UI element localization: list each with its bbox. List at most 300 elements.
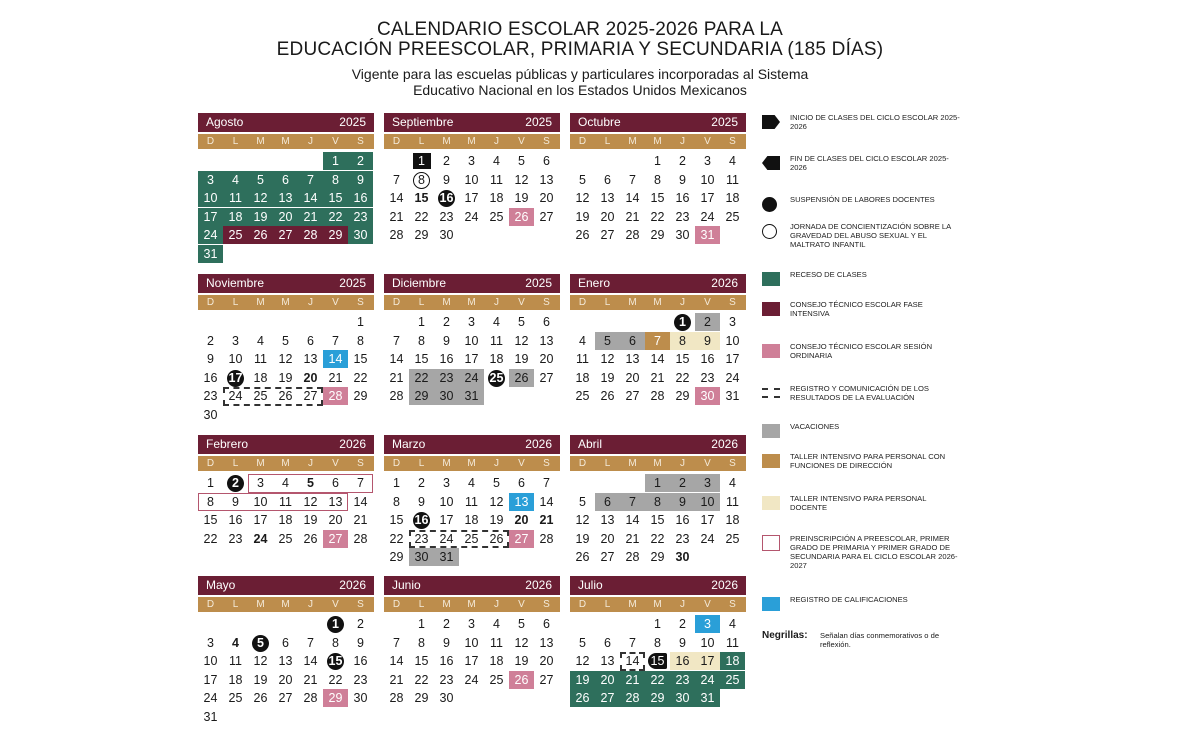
month-name: Mayo: [206, 578, 236, 592]
day-cell: 13: [328, 494, 343, 509]
day-cell: 19: [514, 191, 529, 206]
day-cell: 11: [726, 172, 739, 187]
weekday-label: M: [256, 136, 265, 147]
day-cell: 1: [654, 154, 661, 168]
day-cell: 21: [650, 370, 665, 385]
weekday-label: S: [543, 297, 550, 308]
day-cell: 28: [389, 691, 404, 706]
month-enero: [570, 274, 746, 433]
day-cell: 28: [323, 387, 348, 405]
day-cell: 1: [357, 315, 364, 329]
month-name: Agosto: [206, 115, 244, 129]
day-cell: 21: [328, 370, 343, 385]
weekday-label: S: [729, 136, 736, 147]
day-cell: 22: [650, 531, 665, 546]
legend-text: FIN DE CLASES DEL CICLO ESCOLAR 2025-2026: [790, 154, 949, 172]
weekday-label: L: [604, 599, 611, 610]
day-cell: 8: [654, 172, 661, 187]
day-cell: 26: [253, 691, 268, 706]
day-cell: 13: [600, 191, 615, 206]
month-year: 2026: [711, 276, 738, 290]
day-cell: 5: [248, 634, 273, 652]
day-cell: 8: [332, 635, 339, 650]
day-cell: 8: [357, 333, 364, 348]
month-marzo: [384, 435, 560, 594]
day-cell: 21: [303, 672, 318, 687]
calendar-header: [250, 20, 910, 98]
month-diciembre: [384, 274, 560, 433]
day-cell: 3: [207, 635, 214, 650]
weekday-label: S: [729, 599, 736, 610]
day-cell: 23: [439, 672, 454, 687]
fin-arrow-icon: [762, 156, 780, 170]
day-cell: 17: [198, 208, 223, 226]
weekday-label: M: [442, 136, 451, 147]
weekday-label: D: [206, 136, 215, 147]
weekday-label: M: [281, 458, 290, 469]
day-cell: 29: [323, 226, 348, 244]
weekday-label: M: [628, 136, 637, 147]
weekday-header: [198, 597, 374, 612]
day-cell: 8: [323, 171, 348, 189]
legend-text: CONSEJO TÉCNICO ESCOLAR FASE INTENSIVA: [790, 300, 923, 318]
day-cell: 28: [353, 531, 368, 546]
day-cell: 16: [228, 513, 243, 528]
day-cell: 18: [489, 191, 504, 206]
weekday-label: L: [418, 599, 425, 610]
day-cell: 7: [543, 476, 550, 490]
day-cell: 26: [303, 531, 318, 546]
weekday-label: J: [680, 458, 685, 469]
day-cell: 13: [303, 352, 318, 367]
weekday-label: M: [281, 599, 290, 610]
day-cell: 28: [389, 228, 404, 243]
legend-item: [762, 452, 962, 486]
month-septiembre: [384, 113, 560, 272]
weekday-label: M: [467, 599, 476, 610]
day-cell: 2: [357, 617, 364, 631]
day-cell: 18: [725, 191, 740, 206]
day-cell: 14: [389, 654, 404, 669]
day-cell: 1: [670, 313, 695, 331]
cte-ordinaria-swatch: [762, 344, 780, 358]
day-cell: 6: [543, 315, 550, 329]
legend-text: CONSEJO TÉCNICO ESCOLAR SESIÓN ORDINARIA: [790, 342, 933, 360]
day-cell: 14: [625, 513, 640, 528]
day-cell: 4: [223, 171, 248, 189]
month-year: 2025: [711, 115, 738, 129]
day-cell: 1: [393, 476, 400, 490]
day-cell: 14: [625, 654, 640, 669]
day-cell: 27: [625, 389, 640, 404]
legend-item: [762, 342, 962, 376]
day-cell: 24: [228, 389, 243, 404]
weekday-label: M: [628, 458, 637, 469]
day-cell: 10: [439, 494, 454, 509]
day-cell: 25: [278, 531, 293, 546]
legend-text: VACACIONES: [790, 422, 840, 431]
day-cell: 15: [203, 513, 218, 528]
day-cell: 29: [650, 228, 665, 243]
month-header: [198, 113, 374, 132]
day-cell: 27: [303, 389, 318, 404]
month-header: [198, 274, 374, 293]
weekday-label: D: [392, 136, 401, 147]
weekday-header: [198, 134, 374, 149]
day-cell: 22: [409, 369, 434, 387]
day-cell: 25: [464, 531, 479, 546]
month-year: 2026: [525, 578, 552, 592]
day-cell: 20: [278, 672, 293, 687]
month-year: 2025: [525, 276, 552, 290]
month-name: Enero: [578, 276, 611, 290]
month-octubre: [570, 113, 746, 272]
day-cell: 10: [228, 352, 243, 367]
day-cell: 3: [729, 315, 736, 329]
day-cell: 19: [278, 370, 293, 385]
month-febrero: [198, 435, 374, 594]
day-cell: 18: [223, 208, 248, 226]
title-line-2: EDUCACIÓN PREESCOLAR, PRIMARIA Y SECUNDARIA (185 DÍAS): [276, 39, 884, 60]
weekday-label: D: [578, 599, 587, 610]
day-cell: 18: [253, 370, 268, 385]
day-cell: 23: [675, 531, 690, 546]
day-cell: 1: [418, 617, 425, 631]
day-cell: 9: [679, 635, 686, 650]
day-cell: 10: [198, 189, 223, 207]
day-cell: 3: [198, 171, 223, 189]
month-header: [570, 274, 746, 293]
day-cell: 19: [248, 208, 273, 226]
weekday-label: M: [442, 458, 451, 469]
weekday-label: V: [332, 297, 339, 308]
day-cell: 29: [353, 389, 368, 404]
weekday-label: S: [357, 458, 364, 469]
day-cell: 13: [600, 654, 615, 669]
month-header: [384, 435, 560, 454]
weekday-header: [198, 295, 374, 310]
day-cell: 26: [575, 228, 590, 243]
day-cell: 2: [207, 333, 214, 348]
day-cell: 24: [439, 531, 454, 546]
weekday-label: S: [357, 136, 364, 147]
day-cell: 9: [207, 352, 214, 367]
day-cell: 8: [654, 635, 661, 650]
day-cell: 21: [298, 208, 323, 226]
day-cell: 18: [278, 513, 293, 528]
day-cell: 21: [539, 513, 554, 528]
day-cell: 30: [675, 550, 690, 565]
weekday-label: L: [232, 136, 239, 147]
month-name: Julio: [578, 578, 603, 592]
weekday-label: S: [543, 136, 550, 147]
day-cell: 1: [207, 476, 214, 490]
day-cell: 2: [670, 474, 695, 492]
weekday-label: J: [680, 599, 685, 610]
day-cell: 16: [414, 513, 429, 528]
weekday-label: L: [418, 458, 425, 469]
day-cell: 21: [625, 209, 640, 224]
day-cell: 11: [279, 494, 292, 509]
day-cell: 14: [539, 494, 554, 509]
day-cell: 27: [600, 228, 615, 243]
month-year: 2025: [525, 115, 552, 129]
day-cell: 16: [700, 352, 715, 367]
day-cell: 27: [323, 530, 348, 548]
weekday-label: M: [653, 599, 662, 610]
day-cell: 23: [700, 370, 715, 385]
day-cell: 27: [273, 226, 298, 244]
day-cell: 5: [248, 171, 273, 189]
weekday-label: J: [308, 458, 313, 469]
month-noviembre: [198, 274, 374, 433]
day-cell: 11: [223, 189, 248, 207]
day-cell: 14: [389, 352, 404, 367]
weekday-label: M: [281, 136, 290, 147]
day-cell: 24: [464, 209, 479, 224]
subtitle-line-2: Educativo Nacional en los Estados Unidos Mexicanos: [413, 82, 747, 98]
day-cell: 8: [645, 493, 670, 511]
legend-item: [762, 270, 962, 304]
day-cell: 18: [228, 672, 243, 687]
day-cell: 14: [353, 494, 368, 509]
day-cell: 16: [670, 652, 695, 670]
negrillas-text: Señalan días conmemorativos o de reflexión.: [820, 631, 940, 649]
day-cell: 22: [353, 370, 368, 385]
weekday-label: S: [357, 599, 364, 610]
day-cell: 28: [650, 389, 665, 404]
legend-item: [762, 494, 962, 528]
day-cell: 20: [595, 671, 620, 689]
day-cell: 15: [414, 352, 429, 367]
vacaciones-swatch: [762, 424, 780, 438]
day-cell: 12: [514, 172, 529, 187]
day-cell: 31: [198, 245, 223, 263]
day-cell: 26: [575, 550, 590, 565]
weekday-label: S: [543, 599, 550, 610]
day-cell: 21: [625, 531, 640, 546]
day-cell: 6: [282, 635, 289, 650]
day-cell: 27: [595, 689, 620, 707]
day-cell: 18: [489, 352, 504, 367]
weekday-label: M: [442, 297, 451, 308]
day-cell: 20: [514, 513, 529, 528]
day-cell: 22: [645, 671, 670, 689]
weekday-label: V: [332, 458, 339, 469]
weekday-label: L: [232, 297, 239, 308]
day-cell: 20: [539, 654, 554, 669]
weekday-label: V: [704, 136, 711, 147]
day-cell: 24: [203, 691, 218, 706]
day-cell: 17: [700, 513, 715, 528]
day-cell: 22: [650, 209, 665, 224]
day-cell: 14: [650, 352, 665, 367]
day-cell: 5: [282, 333, 289, 348]
day-cell: 9: [679, 172, 686, 187]
day-cell: 11: [490, 333, 503, 348]
day-cell: 10: [464, 635, 479, 650]
day-cell: 31: [203, 710, 218, 724]
weekday-label: M: [442, 599, 451, 610]
day-cell: 17: [203, 672, 218, 687]
day-cell: 10: [725, 333, 740, 348]
day-cell: 13: [539, 333, 554, 348]
day-cell: 19: [303, 513, 318, 528]
day-cell: 31: [459, 387, 484, 405]
day-cell: 9: [418, 494, 425, 509]
day-cell: 26: [489, 531, 504, 546]
legend-text: PREINSCRIPCIÓN A PREESCOLAR, PRIMER GRADO DE PRIMARIA Y PRIMER GRADO DE SECUNDARIA PARA EL CICLO ESCOLAR 2026-2027: [790, 534, 958, 570]
weekday-label: M: [467, 297, 476, 308]
day-cell: 12: [575, 191, 590, 206]
day-cell: 3: [468, 617, 475, 631]
day-cell: 6: [307, 333, 314, 348]
dashed-box-icon: [762, 388, 780, 398]
day-cell: 21: [620, 671, 645, 689]
day-cell: 26: [600, 389, 615, 404]
weekday-header: [384, 456, 560, 471]
weekday-label: V: [704, 458, 711, 469]
day-cell: 12: [248, 189, 273, 207]
day-cell: 17: [695, 652, 720, 670]
day-cell: 12: [514, 635, 529, 650]
day-cell: 10: [253, 494, 268, 509]
weekday-label: J: [308, 599, 313, 610]
day-cell: 31: [434, 548, 459, 566]
day-cell: 26: [570, 689, 595, 707]
day-cell: 1: [654, 617, 661, 631]
weekday-label: J: [494, 599, 499, 610]
day-cell: 22: [389, 531, 404, 546]
day-cell: 2: [679, 154, 686, 168]
weekday-label: L: [418, 297, 425, 308]
weekday-label: M: [256, 458, 265, 469]
day-cell: 1: [323, 152, 348, 170]
day-cell: 21: [353, 513, 368, 528]
day-cell: 23: [348, 208, 373, 226]
day-cell: 5: [493, 476, 500, 490]
month-header: [198, 576, 374, 595]
weekday-label: D: [206, 599, 215, 610]
day-cell: 27: [539, 672, 554, 687]
day-cell: 3: [257, 476, 264, 490]
day-cell: 10: [695, 493, 720, 511]
day-cell: 15: [650, 191, 665, 206]
day-cell: 2: [443, 315, 450, 329]
month-header: [384, 576, 560, 595]
month-name: Junio: [392, 578, 421, 592]
weekday-label: S: [729, 297, 736, 308]
month-name: Septiembre: [392, 115, 454, 129]
day-cell: 4: [493, 617, 500, 631]
day-cell: 4: [729, 617, 736, 631]
day-cell: 25: [489, 672, 504, 687]
day-cell: 13: [600, 513, 615, 528]
day-cell: 14: [389, 191, 404, 206]
weekday-header: [384, 295, 560, 310]
weekday-label: M: [256, 599, 265, 610]
day-cell: 23: [434, 369, 459, 387]
day-cell: 13: [539, 635, 554, 650]
month-name: Marzo: [392, 437, 426, 451]
day-cell: 19: [575, 209, 590, 224]
day-cell: 30: [670, 689, 695, 707]
day-cell: 2: [679, 617, 686, 631]
legend-item: [762, 534, 962, 568]
weekday-label: V: [518, 136, 525, 147]
day-cell: 4: [282, 476, 289, 490]
day-cell: 25: [228, 691, 243, 706]
legend-item: [762, 300, 962, 334]
day-cell: 24: [464, 672, 479, 687]
day-cell: 13: [625, 352, 640, 367]
day-cell: 27: [539, 209, 554, 224]
day-cell: 31: [695, 689, 720, 707]
day-cell: 3: [468, 315, 475, 329]
weekday-label: M: [281, 297, 290, 308]
day-cell: 9: [670, 493, 695, 511]
day-cell: 29: [414, 691, 429, 706]
day-cell: 11: [465, 494, 478, 509]
day-cell: 7: [357, 476, 364, 490]
day-cell: 1: [418, 315, 425, 329]
day-cell: 23: [414, 531, 429, 546]
day-cell: 8: [418, 333, 425, 348]
day-cell: 20: [539, 191, 554, 206]
day-cell: 16: [348, 189, 373, 207]
weekday-header: [570, 597, 746, 612]
day-cell: 28: [389, 389, 404, 404]
weekday-label: J: [680, 136, 685, 147]
day-cell: 15: [414, 191, 429, 206]
day-cell: 23: [670, 671, 695, 689]
month-year: 2026: [339, 578, 366, 592]
day-cell: 7: [620, 493, 645, 511]
day-cell: 18: [720, 652, 745, 670]
weekday-header: [198, 456, 374, 471]
subtitle-line-1: Vigente para las escuelas públicas y particulares incorporadas al Sistema: [351, 66, 809, 82]
day-cell: 10: [203, 654, 218, 669]
day-cell: 24: [198, 226, 223, 244]
day-cell: 5: [595, 332, 620, 350]
month-abril: [570, 435, 746, 594]
day-cell: 4: [729, 154, 736, 168]
day-cell: 10: [464, 333, 479, 348]
day-cell: 6: [518, 476, 525, 490]
day-cell: 15: [650, 513, 665, 528]
day-cell: 27: [539, 370, 554, 385]
day-cell: 14: [625, 191, 640, 206]
day-cell: 20: [273, 208, 298, 226]
day-cell: 16: [675, 513, 690, 528]
day-cell: 8: [670, 332, 695, 350]
weekday-label: D: [578, 458, 587, 469]
day-cell: 19: [253, 672, 268, 687]
day-cell: 13: [273, 189, 298, 207]
month-mayo: [198, 576, 374, 735]
legend-item: [762, 422, 962, 456]
day-cell: 16: [675, 191, 690, 206]
day-cell: 19: [570, 671, 595, 689]
day-cell: 19: [489, 513, 504, 528]
negrillas-label: Negrillas:: [762, 630, 808, 641]
day-cell: 2: [695, 313, 720, 331]
legend-item: [762, 222, 962, 256]
legend-item: [762, 384, 962, 418]
day-cell: 7: [645, 332, 670, 350]
day-cell: 24: [459, 369, 484, 387]
day-cell: 3: [468, 154, 475, 168]
